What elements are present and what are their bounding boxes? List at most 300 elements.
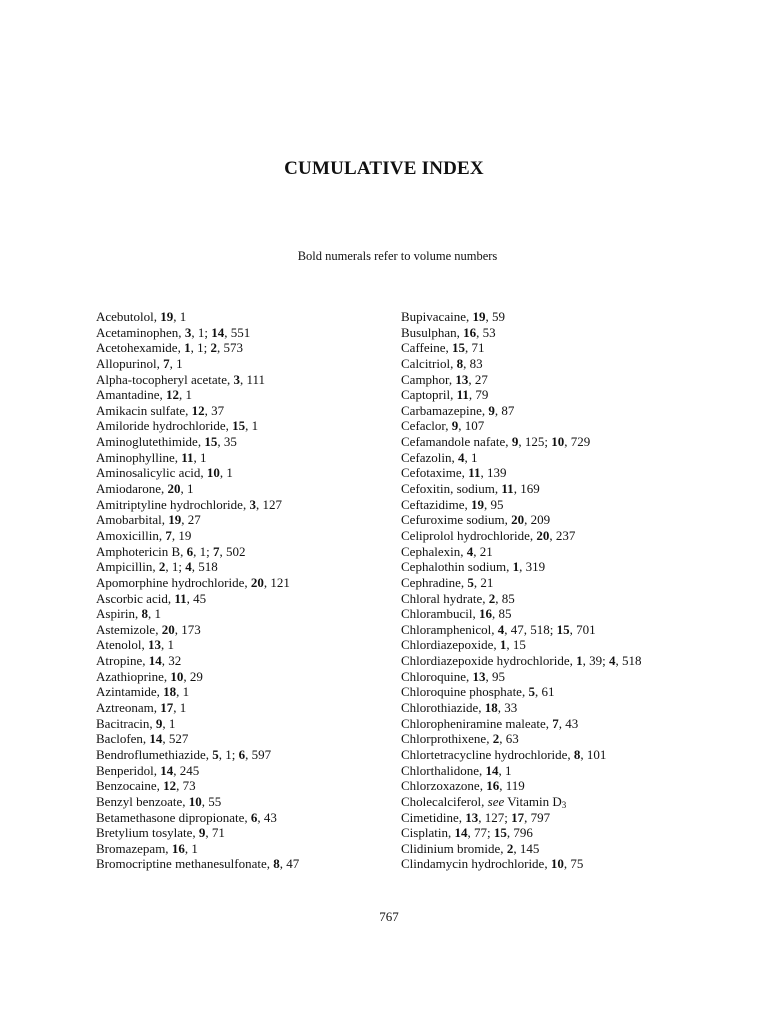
index-entry: Astemizole, 20, 173	[96, 621, 201, 637]
page-reference: 518	[198, 559, 218, 575]
volume-number: 13	[455, 371, 469, 387]
index-entry: Amphotericin B, 6, 1; 7, 502	[96, 543, 246, 559]
volume-number: 9	[511, 434, 519, 450]
index-entry: Aminophylline, 11, 1	[96, 449, 207, 465]
entry-name: Azathioprine,	[96, 668, 171, 684]
volume-number: 4	[608, 653, 616, 669]
page-reference: 551	[230, 324, 251, 340]
entry-name: Cimetidine,	[401, 809, 466, 825]
volume-number: 9	[488, 402, 495, 418]
index-entry: Cefotaxime, 11, 139	[401, 465, 507, 481]
index-entry: Acetaminophen, 3, 1; 14, 551	[96, 324, 251, 340]
index-entry: Chlorprothixene, 2, 63	[401, 731, 519, 747]
volume-number: 1	[512, 559, 520, 575]
entry-name: Alpha-tocopheryl acetate,	[96, 371, 234, 387]
entry-name: Amobarbital,	[96, 512, 169, 528]
volume-number: 14	[160, 762, 174, 778]
page-reference: 85	[498, 606, 512, 622]
index-entry: Aztreonam, 17, 1	[96, 700, 187, 716]
see-reference: see	[487, 793, 505, 809]
index-entry: Atenolol, 13, 1	[96, 637, 174, 653]
entry-name: Chlorothiazide,	[401, 700, 485, 716]
volume-number: 5	[467, 574, 474, 590]
entry-name: Benzocaine,	[96, 778, 164, 794]
index-entry: Amantadine, 12, 1	[96, 387, 193, 403]
index-column-right	[401, 309, 751, 872]
page-reference: 169	[520, 481, 540, 497]
index-entry: Bupivacaine, 19, 59	[401, 309, 505, 324]
index-entry: Bromazepam, 16, 1	[96, 840, 198, 856]
page-reference: 1	[471, 449, 478, 465]
volume-number: 14	[211, 324, 225, 340]
volume-number: 2	[506, 840, 514, 856]
page-reference: 1	[197, 324, 205, 340]
index-entry: Cefazolin, 4, 1	[401, 449, 478, 465]
volume-number: 8	[273, 856, 280, 872]
entry-name: Cefamandole nafate,	[401, 434, 512, 450]
page-reference: 1	[185, 387, 193, 403]
page-reference: 55	[208, 793, 222, 809]
volume-number: 7	[165, 527, 172, 543]
index-entry: Benperidol, 14, 245	[96, 762, 200, 778]
index-entry: Captopril, 11, 79	[401, 387, 489, 403]
volume-number: 6	[238, 746, 246, 762]
volume-number: 9	[451, 418, 459, 434]
index-column-left	[96, 309, 426, 872]
volume-number: 14	[454, 825, 468, 841]
page-reference: 1	[197, 340, 204, 356]
page-reference: 71	[211, 825, 225, 841]
index-entry: Cisplatin, 14, 77; 15, 796	[401, 825, 533, 841]
page-reference: 1	[179, 309, 187, 324]
volume-number: 19	[472, 309, 486, 324]
see-target: Vitamin D	[504, 793, 562, 809]
index-entry: Chlordiazepoxide hydrochloride, 1, 39; 4, 518	[401, 653, 642, 669]
index-entry: Azintamide, 18, 1	[96, 684, 190, 700]
page-reference: 1	[199, 543, 207, 559]
entry-name: Captopril,	[401, 387, 457, 403]
entry-name: Carbamazepine,	[401, 402, 489, 418]
volume-number: 20	[250, 574, 264, 590]
volume-number: 19	[160, 309, 174, 324]
index-entry: Apomorphine hydrochloride, 20, 121	[96, 574, 290, 590]
page-reference: 1	[168, 715, 176, 731]
volume-number: 15	[232, 418, 246, 434]
page-reference: 27	[187, 512, 201, 528]
entry-name: Allopurinol,	[96, 355, 164, 371]
page-reference: 95	[492, 668, 505, 684]
volume-number: 3	[249, 496, 256, 512]
index-entry: Acetohexamide, 1, 1; 2, 573	[96, 340, 243, 356]
index-entry: Benzyl benzoate, 10, 55	[96, 793, 222, 809]
volume-number: 2	[492, 731, 500, 747]
index-entry: Chloroquine phosphate, 5, 61	[401, 684, 555, 700]
entry-name: Chlorprothixene,	[401, 731, 493, 747]
volume-number: 15	[556, 621, 570, 637]
volume-number: 1	[499, 637, 507, 653]
entry-name: Camphor,	[401, 371, 456, 387]
index-entry: Caffeine, 15, 71	[401, 340, 485, 356]
index-entry: Aminoglutethimide, 15, 35	[96, 434, 237, 450]
page-reference: 47	[286, 856, 300, 872]
page-reference: 796	[513, 825, 533, 841]
page-reference: 19	[178, 527, 192, 543]
entry-name: Ceftazidime,	[401, 496, 472, 512]
index-entry: Acebutolol, 19, 1	[96, 309, 187, 324]
volume-number: 1	[576, 653, 583, 669]
entry-name: Cefaclor,	[401, 418, 452, 434]
volume-number: 2	[488, 590, 496, 606]
volume-number: 10	[206, 465, 220, 481]
volume-number: 9	[198, 825, 206, 841]
entry-name: Aminoglutethimide,	[96, 434, 205, 450]
volume-number: 5	[212, 746, 219, 762]
entry-name: Chlortetracycline hydrochloride,	[401, 746, 574, 762]
entry-name: Chlorambucil,	[401, 606, 479, 622]
entry-name: Bromazepam,	[96, 840, 172, 856]
page-reference: 37	[211, 402, 225, 418]
volume-number: 6	[186, 543, 194, 559]
page-reference: 1	[179, 700, 187, 716]
entry-name: Amiloride hydrochloride,	[96, 418, 233, 434]
page-reference: 127	[262, 496, 282, 512]
page-reference: 59	[491, 309, 505, 324]
volume-number: 16	[171, 840, 185, 856]
page-reference: 43	[263, 809, 277, 825]
index-entry: Amobarbital, 19, 27	[96, 512, 201, 528]
entry-name: Cephalexin,	[401, 543, 467, 559]
entry-name: Chloropheniramine maleate,	[401, 715, 553, 731]
entry-name: Amantadine,	[96, 387, 167, 403]
page-reference: 319	[525, 559, 546, 575]
page-reference: 75	[570, 856, 584, 872]
index-entry: Cefoxitin, sodium, 11, 169	[401, 481, 540, 497]
index-entry: Amitriptyline hydrochloride, 3, 127	[96, 496, 282, 512]
volume-number: 4	[185, 559, 192, 575]
page-reference: 15	[512, 637, 526, 653]
volume-number: 10	[551, 434, 565, 450]
index-entry: Chlorzoxazone, 16, 119	[401, 778, 525, 794]
volume-number: 2	[158, 559, 166, 575]
entry-name: Calcitriol,	[401, 355, 457, 371]
volume-number: 15	[493, 825, 507, 841]
page-reference: 95	[490, 496, 504, 512]
volume-number: 14	[485, 762, 499, 778]
index-entry: Chloropheniramine maleate, 7, 43	[401, 715, 579, 731]
page-reference: 1	[191, 840, 198, 856]
volume-number: 13	[472, 668, 486, 684]
index-entry: Cefuroxime sodium, 20, 209	[401, 512, 551, 528]
page-reference: 35	[223, 434, 237, 450]
entry-name: Aztreonam,	[96, 700, 161, 716]
volume-number: 11	[174, 590, 187, 606]
volume-number: 1	[184, 340, 191, 356]
page-reference: 139	[486, 465, 507, 481]
entry-name: Cephalothin sodium,	[401, 559, 513, 575]
page-reference: 73	[182, 778, 196, 794]
entry-name: Azintamide,	[96, 684, 164, 700]
page-reference: 173	[181, 621, 201, 637]
page-title: CUMULATIVE INDEX	[284, 158, 484, 179]
page-reference: 1	[226, 465, 233, 481]
index-entry: Cephalexin, 4, 21	[401, 543, 493, 559]
page-reference: 85	[501, 590, 515, 606]
entry-name: Chlorthalidone,	[401, 762, 486, 778]
page-reference: 245	[179, 762, 200, 778]
volume-number: 11	[501, 481, 514, 497]
volume-number: 13	[465, 809, 479, 825]
volume-number: 15	[452, 340, 466, 356]
volume-number: 10	[188, 793, 202, 809]
entry-name: Amikacin sulfate,	[96, 402, 192, 418]
page-reference: 518	[621, 653, 642, 669]
index-entry: Celiprolol hydrochloride, 20, 237	[401, 527, 576, 543]
entry-name: Acetohexamide,	[96, 340, 185, 356]
volume-number: 4	[466, 543, 474, 559]
entry-name: Chloramphenicol,	[401, 621, 498, 637]
page-reference: 797	[530, 809, 551, 825]
index-entry: Alpha-tocopheryl acetate, 3, 111	[96, 371, 266, 387]
index-entry: Bromocriptine methanesulfonate, 8, 47	[96, 856, 300, 872]
entry-name: Ascorbic acid,	[96, 590, 175, 606]
entry-name: Amphotericin B,	[96, 543, 187, 559]
index-entry: Aspirin, 8, 1	[96, 606, 161, 622]
entry-name: Busulphan,	[401, 324, 464, 340]
page-reference: 701	[576, 621, 596, 637]
page-reference: 77	[473, 825, 487, 841]
entry-name: Cholecalciferol,	[401, 793, 488, 809]
page-reference: 111	[246, 371, 266, 387]
volume-number: 13	[148, 637, 161, 653]
index-entry: Bretylium tosylate, 9, 71	[96, 825, 225, 841]
index-entry: Amiloride hydrochloride, 15, 1	[96, 418, 259, 434]
entry-name: Chloroquine phosphate,	[401, 684, 529, 700]
page-reference: 145	[519, 840, 540, 856]
index-entry: Chloramphenicol, 4, 47, 518; 15, 701	[401, 621, 596, 637]
page-reference: 61	[541, 684, 555, 700]
volume-number: 3	[233, 371, 241, 387]
index-entry: Busulphan, 16, 53	[401, 324, 496, 340]
page-reference: 43	[565, 715, 579, 731]
entry-name: Chloroquine,	[401, 668, 473, 684]
page-reference: 1	[251, 418, 259, 434]
page-reference: 237	[555, 527, 576, 543]
entry-name: Bacitracin,	[96, 715, 156, 731]
page-reference: 1	[225, 746, 232, 762]
entry-name: Benperidol,	[96, 762, 161, 778]
volume-number: 18	[484, 700, 498, 716]
entry-name: Amiodarone,	[96, 481, 168, 497]
index-entry: Camphor, 13, 27	[401, 371, 488, 387]
volume-number: 12	[166, 387, 180, 403]
volume-number: 15	[204, 434, 218, 450]
volume-number: 10	[550, 856, 564, 872]
page-reference: 21	[479, 543, 493, 559]
index-note: Bold numerals refer to volume numbers	[297, 249, 498, 263]
index-entry: Chloral hydrate, 2, 85	[401, 590, 515, 606]
page-reference: 1	[154, 606, 161, 622]
entry-name: Bromocriptine methanesulfonate,	[96, 856, 274, 872]
index-entry: Chloroquine, 13, 95	[401, 668, 505, 684]
entry-name: Amitriptyline hydrochloride,	[96, 496, 250, 512]
volume-number: 10	[170, 668, 184, 684]
entry-name: Bretylium tosylate,	[96, 825, 199, 841]
entry-name: Astemizole,	[96, 621, 162, 637]
entry-name: Cefoxitin, sodium,	[401, 481, 502, 497]
index-entry: Bendroflumethiazide, 5, 1; 6, 597	[96, 746, 272, 762]
entry-name: Clidinium bromide,	[401, 840, 507, 856]
page-reference: 27	[474, 371, 488, 387]
page-reference: 87	[501, 402, 515, 418]
page-reference: 1	[505, 762, 512, 778]
entry-name: Baclofen,	[96, 731, 150, 747]
page-reference: 32	[168, 653, 182, 669]
volume-number: 7	[552, 715, 559, 731]
page-reference: 39	[589, 653, 603, 669]
entry-name: Aminophylline,	[96, 449, 182, 465]
index-entry: Carbamazepine, 9, 87	[401, 402, 515, 418]
page-reference: 1	[182, 684, 190, 700]
page-reference: 83	[469, 355, 483, 371]
page-reference: 573	[223, 340, 243, 356]
volume-number: 19	[471, 496, 485, 512]
volume-number: 14	[149, 731, 163, 747]
index-entry: Chlorambucil, 16, 85	[401, 606, 512, 622]
volume-number: 11	[468, 465, 481, 481]
entry-name: Betamethasone dipropionate,	[96, 809, 251, 825]
volume-number: 17	[160, 700, 174, 716]
volume-number: 16	[463, 324, 477, 340]
index-entry: Aminosalicylic acid, 10, 1	[96, 465, 233, 481]
entry-name: Bendroflumethiazide,	[96, 746, 213, 762]
volume-number: 19	[168, 512, 182, 528]
volume-number: 7	[213, 543, 220, 559]
volume-number: 18	[163, 684, 177, 700]
page-reference: 63	[505, 731, 519, 747]
index-entry: Betamethasone dipropionate, 6, 43	[96, 809, 277, 825]
index-entry: Allopurinol, 7, 1	[96, 355, 183, 371]
page-reference: 21	[480, 574, 494, 590]
entry-name: Amoxicillin,	[96, 527, 166, 543]
volume-number: 4	[497, 621, 505, 637]
volume-number: 11	[456, 387, 469, 403]
volume-number: 6	[250, 809, 258, 825]
index-entry: Benzocaine, 12, 73	[96, 778, 196, 794]
page-reference: 527	[168, 731, 189, 747]
page-reference: 121	[270, 574, 290, 590]
volume-number: 12	[191, 402, 205, 418]
volume-number: 8	[141, 606, 148, 622]
index-entry: Baclofen, 14, 527	[96, 731, 189, 747]
page-reference: 1	[171, 559, 179, 575]
index-entry: Cefaclor, 9, 107	[401, 418, 485, 434]
index-entry: Calcitriol, 8, 83	[401, 355, 483, 371]
entry-name: Cephradine,	[401, 574, 468, 590]
entry-name: Acebutolol,	[96, 309, 161, 324]
index-entry: Azathioprine, 10, 29	[96, 668, 203, 684]
entry-name: Ampicillin,	[96, 559, 159, 575]
page-reference: 1	[200, 449, 207, 465]
entry-name: Chlordiazepoxide,	[401, 637, 500, 653]
page-reference: 29	[189, 668, 203, 684]
index-entry: Cephalothin sodium, 1, 319	[401, 559, 546, 575]
entry-name: Chlordiazepoxide hydrochloride,	[401, 653, 577, 669]
entry-name: Bupivacaine,	[401, 309, 473, 324]
volume-number: 14	[148, 653, 162, 669]
entry-name: Cefotaxime,	[401, 465, 469, 481]
entry-name: Benzyl benzoate,	[96, 793, 189, 809]
entry-name: Caffeine,	[401, 340, 453, 356]
page-reference: 1	[167, 637, 174, 653]
page-reference: 79	[475, 387, 489, 403]
index-entry: Amoxicillin, 7, 19	[96, 527, 192, 543]
volume-number: 17	[511, 809, 525, 825]
volume-number: 16	[479, 606, 492, 622]
entry-name: Cisplatin,	[401, 825, 455, 841]
page-reference: 729	[570, 434, 591, 450]
index-entry: Chlordiazepoxide, 1, 15	[401, 637, 526, 653]
volume-number: 20	[161, 621, 175, 637]
page-reference: 597	[251, 746, 272, 762]
volume-number: 8	[573, 746, 581, 762]
index-entry: Amikacin sulfate, 12, 37	[96, 402, 225, 418]
index-entry: Chlortetracycline hydrochloride, 8, 101	[401, 746, 607, 762]
page-reference: 502	[226, 543, 246, 559]
index-entry	[401, 794, 751, 810]
index-entry: Chlorthalidone, 14, 1	[401, 762, 512, 778]
index-entry: Chlorothiazide, 18, 33	[401, 700, 518, 716]
index-entry: Clindamycin hydrochloride, 10, 75	[401, 856, 584, 872]
index-entry: Ascorbic acid, 11, 45	[96, 590, 207, 606]
page-reference: 71	[471, 340, 485, 356]
page-number: 767	[379, 909, 399, 924]
page-reference: 101	[586, 746, 607, 762]
volume-number: 4	[458, 449, 465, 465]
entry-name: Acetaminophen,	[96, 324, 185, 340]
page-reference: 1	[186, 481, 194, 497]
volume-number: 9	[155, 715, 163, 731]
volume-number: 20	[167, 481, 181, 497]
entry-name: Aspirin,	[96, 606, 142, 622]
page-reference: 209	[530, 512, 551, 528]
volume-number: 20	[511, 512, 525, 528]
page-reference: 47, 518	[510, 621, 550, 637]
entry-name: Clindamycin hydrochloride,	[401, 856, 551, 872]
index-entry: Cephradine, 5, 21	[401, 574, 494, 590]
volume-number: 2	[210, 340, 217, 356]
volume-number: 20	[536, 527, 550, 543]
entry-name: Atenolol,	[96, 637, 148, 653]
index-entry: Atropine, 14, 32	[96, 653, 182, 669]
entry-name: Chlorzoxazone,	[401, 778, 487, 794]
entry-name: Apomorphine hydrochloride,	[96, 574, 251, 590]
volume-number: 11	[181, 449, 194, 465]
volume-number: 16	[486, 778, 500, 794]
volume-number: 3	[184, 324, 192, 340]
index-entry: Clidinium bromide, 2, 145	[401, 840, 540, 856]
volume-number: 8	[456, 355, 464, 371]
index-entry: Ampicillin, 2, 1; 4, 518	[96, 559, 218, 575]
entry-name: Celiprolol hydrochloride,	[401, 527, 537, 543]
see-target-subscript: 3	[561, 799, 567, 810]
page-reference: 45	[193, 590, 207, 606]
page-reference: 53	[482, 324, 496, 340]
volume-number: 12	[163, 778, 177, 794]
page-reference: 119	[505, 778, 525, 794]
index-entry: Bacitracin, 9, 1	[96, 715, 176, 731]
entry-name: Cefazolin,	[401, 449, 459, 465]
volume-number: 7	[163, 355, 170, 371]
